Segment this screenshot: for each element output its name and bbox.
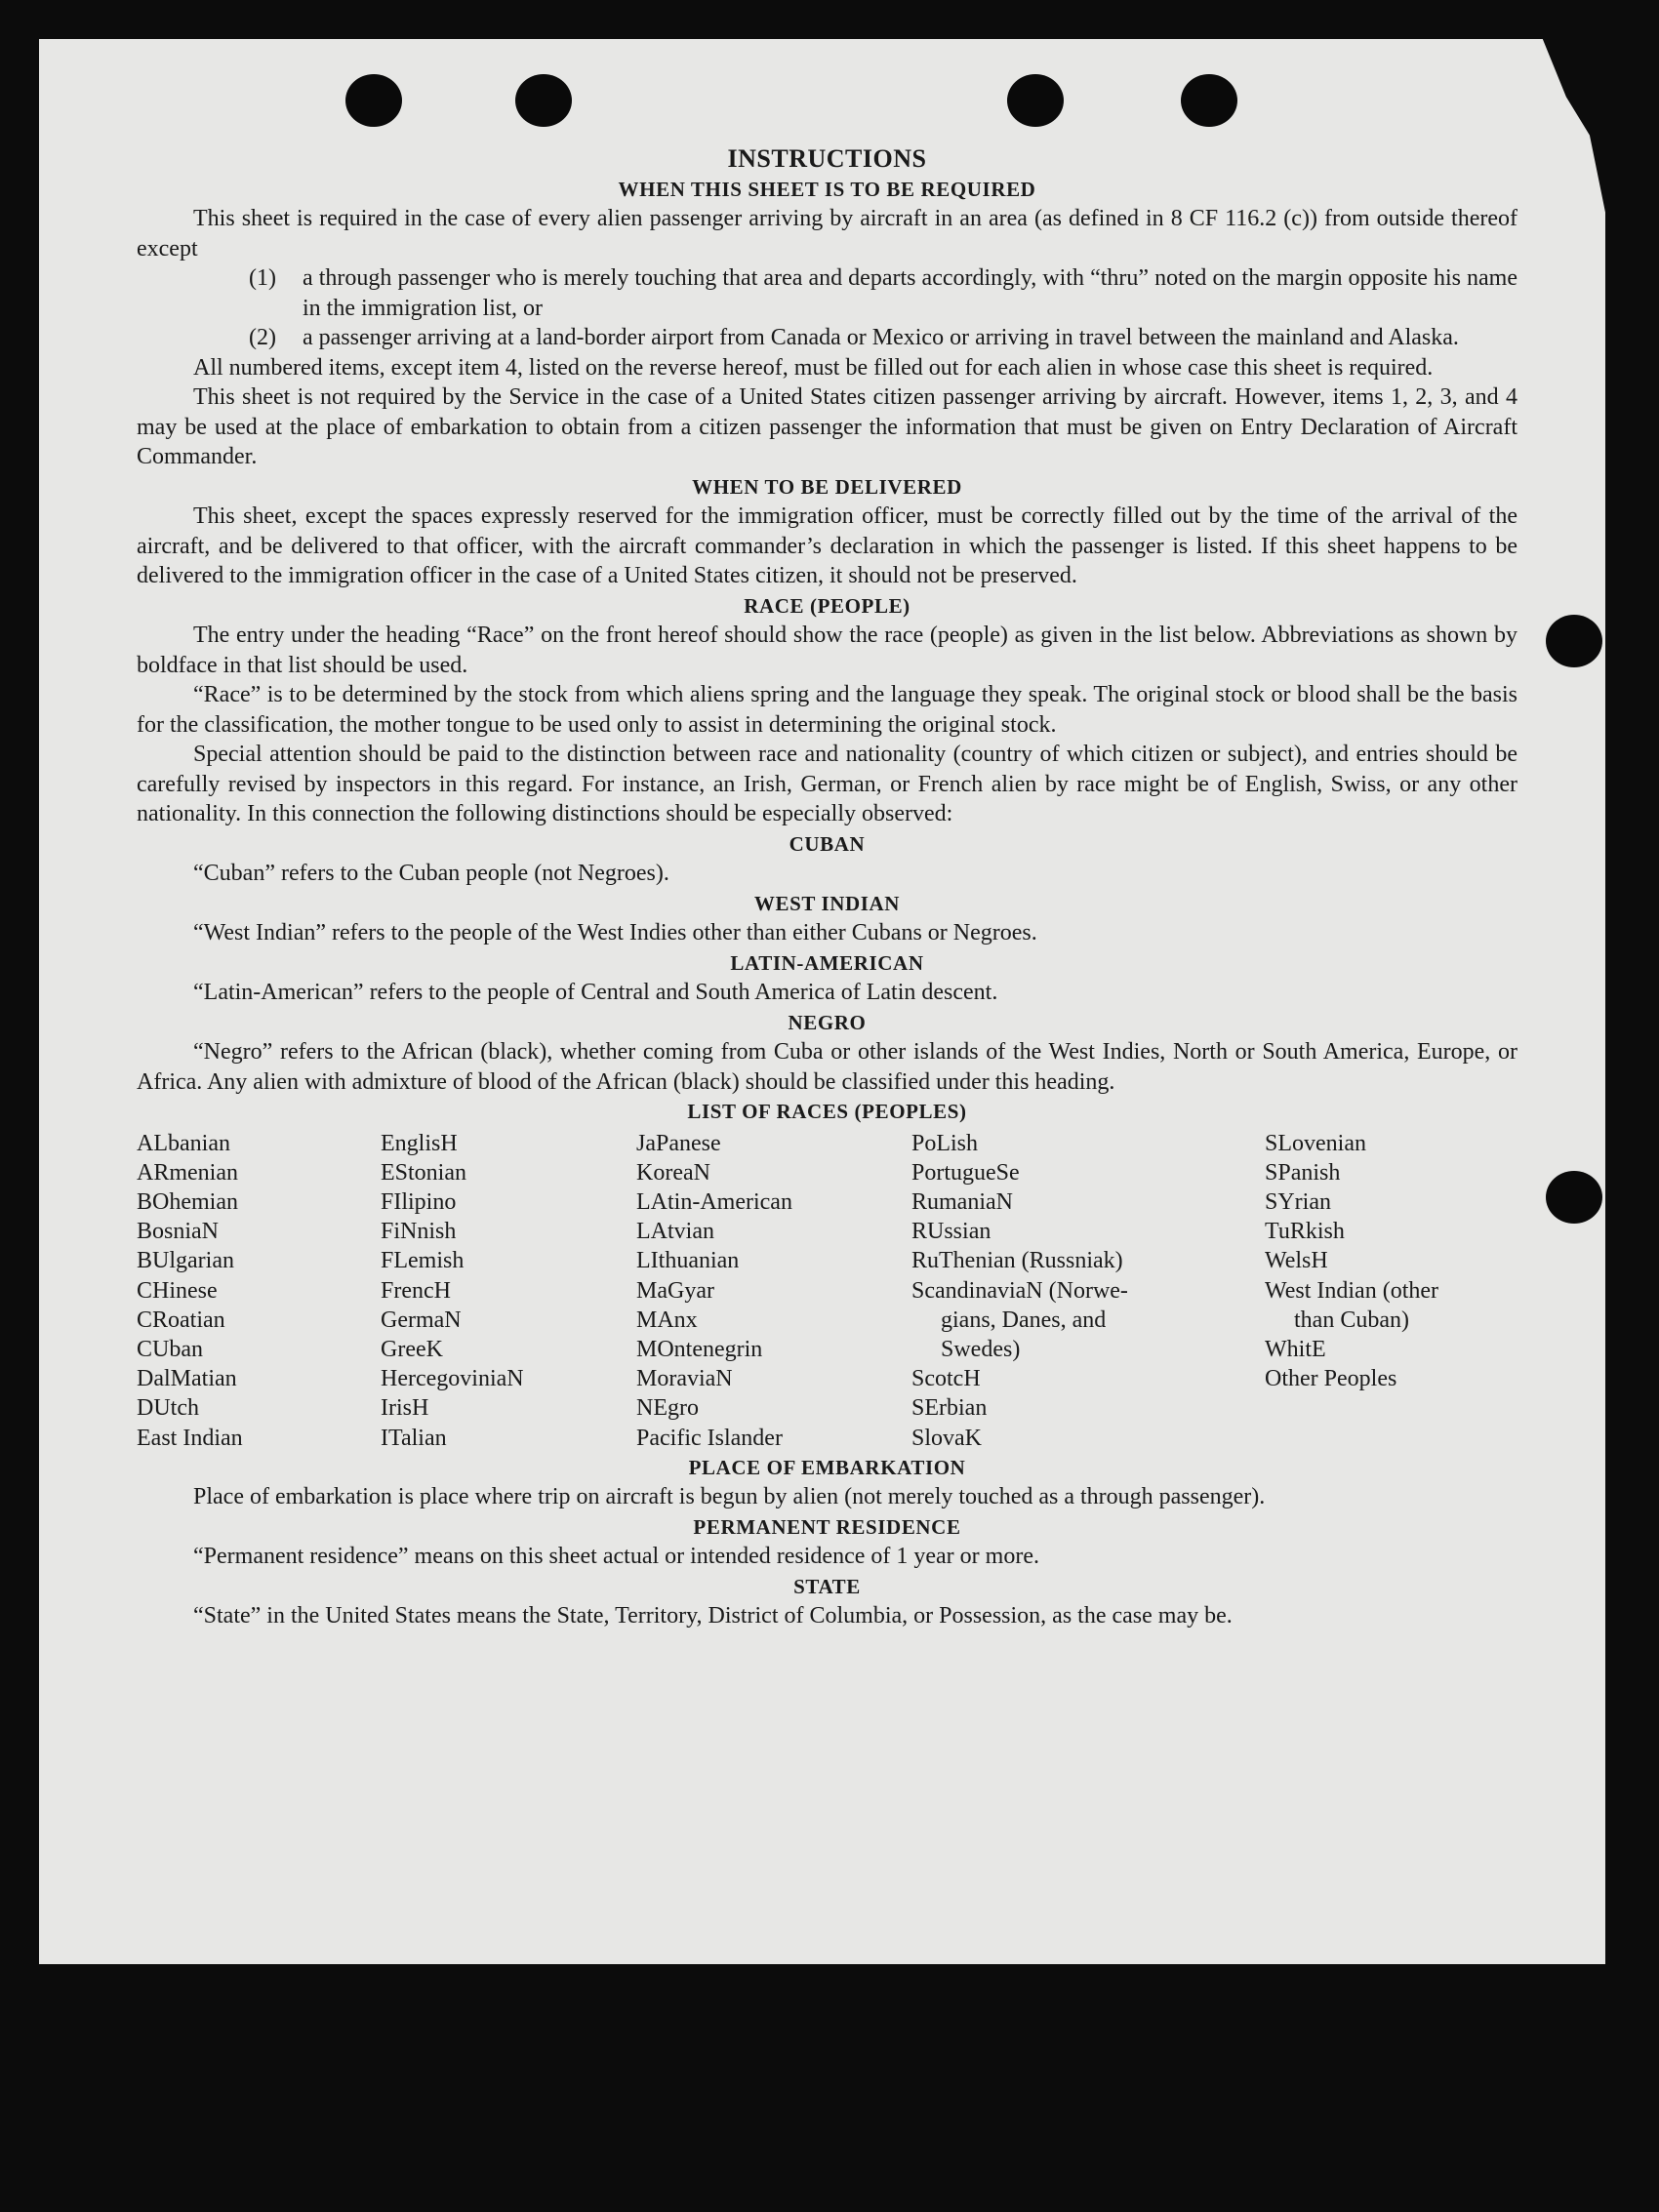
race-item: TuRkish <box>1265 1219 1345 1245</box>
paragraph: “Race” is to be determined by the stock from which aliens spring and the language they speak. The original stock or blood shall be the basis for the classification, the mother tongue to be used only to assist in determining the original stock. <box>137 682 1517 738</box>
section-heading: RACE (PEOPLE) <box>744 593 910 618</box>
race-item: FLemish <box>381 1248 465 1274</box>
race-item: Pacific Islander <box>636 1425 783 1451</box>
race-item: SLovenian <box>1265 1130 1366 1156</box>
race-item: SlovaK <box>911 1425 982 1451</box>
paragraph: This sheet is required in the case of every alien passenger arriving by aircraft in an area (as defined in 8 CF 116.2 (c)) from outside thereof except <box>137 206 1517 261</box>
section-heading: CUBAN <box>789 831 866 856</box>
race-item: gians, Danes, and <box>941 1307 1107 1333</box>
race-item: CRoatian <box>137 1307 225 1333</box>
race-item: FrencH <box>381 1277 451 1304</box>
race-item: RuThenian (Russniak) <box>911 1248 1123 1274</box>
race-item: PortugueSe <box>911 1159 1020 1186</box>
race-item: WelsH <box>1265 1248 1328 1274</box>
race-item: ITalian <box>381 1425 447 1451</box>
race-item: ScotcH <box>911 1366 981 1392</box>
race-item: RumaniaN <box>911 1188 1013 1215</box>
race-item: GermaN <box>381 1307 462 1333</box>
race-item: NEgro <box>636 1395 699 1422</box>
races-column <box>636 1129 911 1453</box>
punch-hole <box>1181 74 1237 127</box>
race-item: FIlipino <box>381 1188 457 1215</box>
race-item: JaPanese <box>636 1130 721 1156</box>
race-item: ScandinaviaN (Norwe- <box>911 1277 1128 1304</box>
race-item: BUlgarian <box>137 1248 234 1274</box>
races-column <box>137 1129 381 1453</box>
paragraph: “State” in the United States means the State, Territory, District of Columbia, or Possession, as the case may be. <box>193 1603 1233 1629</box>
race-item: MOntenegrin <box>636 1336 763 1362</box>
race-item: than Cuban) <box>1294 1307 1409 1333</box>
paragraph: This sheet, except the spaces expressly reserved for the immigration officer, must be correctly filled out by the time of the arrival of the aircraft, and be delivered to that officer, with the aircraft commander’s declaration in which the passenger is listed. If this sheet happens to be delivered to the immigration officer in the case of a United States citizen, it should not be preserved. <box>137 503 1517 588</box>
race-item: WhitE <box>1265 1336 1326 1362</box>
page-title: INSTRUCTIONS <box>727 144 927 173</box>
race-item: MoraviaN <box>636 1366 733 1392</box>
race-item: EnglisH <box>381 1130 458 1156</box>
punch-hole <box>345 74 402 127</box>
race-item: Swedes) <box>941 1336 1021 1362</box>
section-heading: PERMANENT RESIDENCE <box>693 1514 961 1539</box>
section-heading: LIST OF RACES (PEOPLES) <box>687 1100 967 1123</box>
paragraph: “Cuban” refers to the Cuban people (not Negroes). <box>193 861 669 886</box>
paragraph: “Latin-American” refers to the people of Central and South America of Latin descent. <box>193 980 998 1005</box>
section-heading: PLACE OF EMBARKATION <box>688 1455 966 1479</box>
section-heading: WEST INDIAN <box>753 891 901 915</box>
race-item: CHinese <box>137 1277 218 1304</box>
section-heading: WHEN TO BE DELIVERED <box>692 474 962 499</box>
race-item: ARmenian <box>137 1159 238 1186</box>
paragraph: This sheet is not required by the Service in the case of a United States citizen passenger arriving by aircraft. However, items 1, 2, 3, and 4 may be used at the place of embarkation to obtain from a citizen passenger the information that must be given on Entry Declaration of Aircraft Commander. <box>137 384 1517 469</box>
race-item: MaGyar <box>636 1277 714 1304</box>
punch-hole <box>515 74 572 127</box>
race-item: RUssian <box>911 1219 991 1245</box>
race-item: BOhemian <box>137 1188 238 1215</box>
race-item: KoreaN <box>636 1159 710 1186</box>
list-number: (1) <box>249 265 276 291</box>
list-number: (2) <box>249 325 276 350</box>
paragraph: The entry under the heading “Race” on the front hereof should show the race (people) as given in the list below. Abbreviations as shown by boldface in that list should be used. <box>137 623 1517 678</box>
paragraph: All numbered items, except item 4, listed on the reverse hereof, must be filled out for each alien in whose case this sheet is required. <box>193 354 1434 381</box>
punch-hole <box>1546 615 1602 667</box>
race-item: BosniaN <box>137 1219 219 1245</box>
paragraph: “West Indian” refers to the people of the West Indies other than either Cubans or Negroes. <box>193 920 1037 945</box>
races-column <box>1265 1129 1514 1453</box>
race-item: FiNnish <box>381 1219 457 1245</box>
list-text: a passenger arriving at a land-border airport from Canada or Mexico or arriving in travel between the mainland and Alaska. <box>303 325 1459 350</box>
race-item: MAnx <box>636 1307 698 1333</box>
section-heading: LATIN-AMERICAN <box>730 950 924 975</box>
race-item: ALbanian <box>137 1130 230 1156</box>
paragraph: “Permanent residence” means on this sheet actual or intended residence of 1 year or more. <box>193 1544 1039 1570</box>
races-column <box>381 1129 636 1453</box>
race-item: West Indian (other <box>1265 1277 1439 1304</box>
race-item: SYrian <box>1265 1188 1331 1215</box>
punch-hole <box>1007 74 1064 127</box>
paragraph: Place of embarkation is place where trip on aircraft is begun by alien (not merely touched as a through passenger). <box>193 1484 1266 1510</box>
race-item: DalMatian <box>137 1366 237 1392</box>
list-text: a through passenger who is merely touching that area and departs accordingly, with “thru” noted on the margin opposite his name in the immigration list, or <box>303 265 1517 321</box>
paragraph: Special attention should be paid to the distinction between race and nationality (country of which citizen or subject), and entries should be carefully revised by inspectors in this regard. For instance, an Irish, German, or French alien by race might be of English, Swiss, or any other nationality. In this connection the following distinctions should be especially observed: <box>137 742 1517 826</box>
race-item: HercegoviniaN <box>381 1366 524 1392</box>
race-item: DUtch <box>137 1395 199 1422</box>
race-item: PoLish <box>911 1130 979 1156</box>
race-item: IrisH <box>381 1395 429 1422</box>
race-item: CUban <box>137 1336 203 1362</box>
list-item <box>249 263 1517 323</box>
race-item: SPanish <box>1265 1159 1341 1186</box>
race-item: LIthuanian <box>636 1248 740 1274</box>
races-list <box>137 1129 1517 1453</box>
races-column <box>911 1129 1265 1453</box>
race-item: Other Peoples <box>1265 1366 1397 1392</box>
race-item: East Indian <box>137 1425 243 1451</box>
paragraph: “Negro” refers to the African (black), whether coming from Cuba or other islands of the West Indies, North or South America, Europe, or Africa. Any alien with admixture of blood of the African (black) should be classified under this heading. <box>137 1039 1517 1095</box>
section-heading: STATE <box>793 1574 861 1598</box>
race-item: EStonian <box>381 1159 466 1186</box>
race-item: LAtvian <box>636 1219 714 1245</box>
section-heading: WHEN THIS SHEET IS TO BE REQUIRED <box>618 177 1036 201</box>
punch-hole <box>1546 1171 1602 1224</box>
race-item: GreeK <box>381 1336 443 1362</box>
race-item: SErbian <box>911 1395 988 1422</box>
list-item <box>249 323 1517 353</box>
race-item: LAtin-American <box>636 1188 792 1215</box>
instructions-body <box>137 144 1517 1631</box>
section-heading: NEGRO <box>788 1010 867 1034</box>
